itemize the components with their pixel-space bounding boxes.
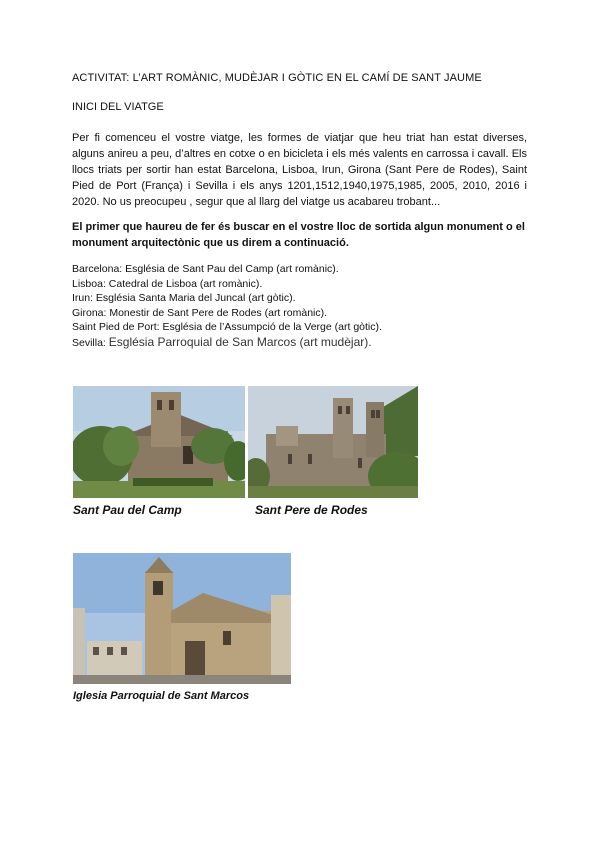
caption-sant-pau-del-camp: Sant Pau del Camp: [73, 503, 182, 517]
intro-paragraph: Per fi comenceu el vostre viatge, les formes de viatjar que heu triat han estat diverses, alguns anireu a peu, d’altres en cotxe o en bicicleta i els més valents en carrossa i cavall. Els llocs triats per sortir han estat Barcelona, Lisboa, Irun, Girona (Sant Pere de Rodes), Saint Pied de Port (França) i Sevilla i els anys 1201,1512,1940,1975,1985, 2005, 2010, 2016 i 2020. No us preocupeu , segur que al llarg del viatge us acabareu trobant...: [72, 132, 527, 208]
caption-san-marcos: Iglesia Parroquial de Sant Marcos: [73, 690, 250, 702]
place-barcelona: Barcelona: Església de Sant Pau del Camp (art romànic).: [72, 263, 339, 275]
sant-pau-del-camp-photo: [73, 386, 245, 498]
place-lisboa: Lisboa: Catedral de Lisboa (art romànic).: [72, 277, 263, 290]
place-saint-pied-de-port: Saint Pied de Port: Església de l’Assumpció de la Verge (art gòtic).: [72, 321, 382, 334]
document-title: ACTIVITAT: L’ART ROMÀNIC, MUDÈJAR I GÒTIC EN EL CAMÍ DE SANT JAUME: [72, 72, 482, 84]
place-sevilla: [72, 335, 382, 351]
place-girona: Girona: Monestir de Sant Pere de Rodes (art romànic).: [72, 306, 328, 319]
section-subtitle: INICI DEL VIATGE: [72, 101, 164, 113]
sant-pere-de-rodes-photo: [248, 386, 418, 498]
place-sevilla-text: Església Parroquial de San Marcos (art mudèjar).: [108, 334, 372, 349]
departure-places-list: [72, 262, 382, 351]
place-irun: Irun: Església Santa Maria del Juncal (art gòtic).: [72, 292, 296, 305]
caption-sant-pere-de-rodes: Sant Pere de Rodes: [255, 503, 368, 517]
san-marcos-photo: [73, 553, 291, 684]
place-sevilla-label: Sevilla:: [72, 336, 106, 349]
instruction-paragraph: El primer que haureu de fer és buscar en el vostre lloc de sortida algun monument o el monument arquitectònic que us direm a continuació.: [72, 221, 525, 249]
